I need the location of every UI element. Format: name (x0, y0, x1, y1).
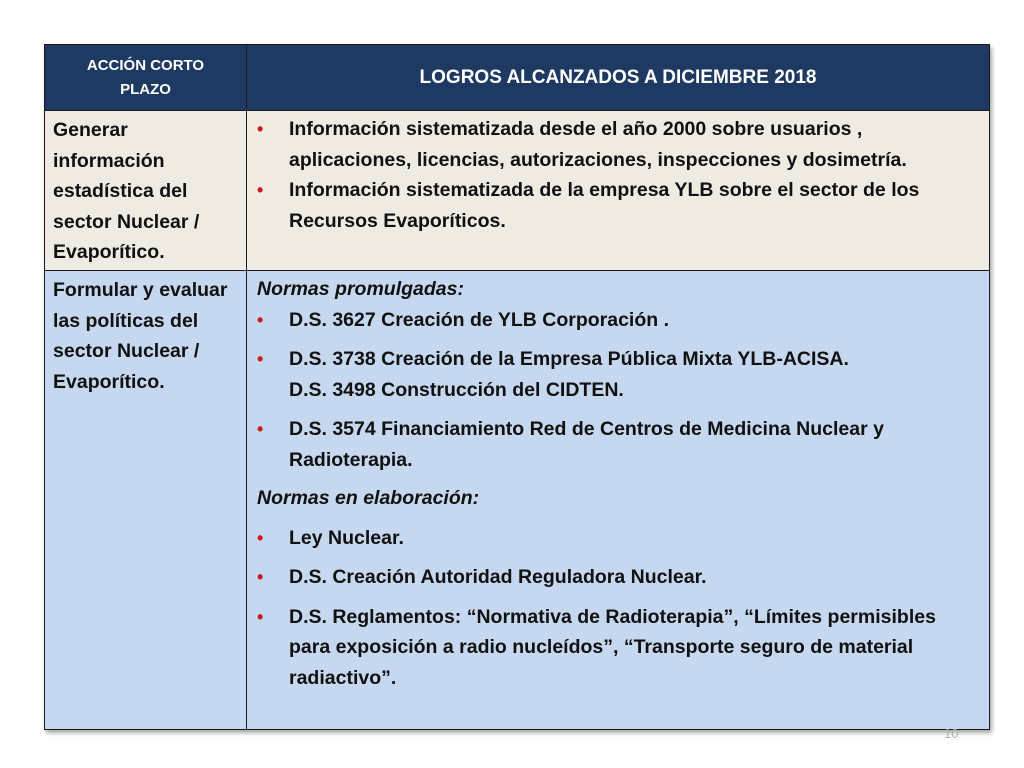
list-item (257, 414, 975, 475)
achievements-cell (247, 271, 990, 730)
action-cell: Formular y evaluar las políticas del sector Nuclear / Evaporítico. (45, 271, 247, 730)
list-item (257, 562, 975, 593)
page-number: 10 (944, 726, 959, 741)
bullet-text: D.S. Creación Autoridad Reguladora Nuclear. (289, 566, 707, 588)
list-item (257, 305, 975, 336)
bullet-text: D.S. 3738 Creación de la Empresa Pública Mixta YLB-ACISA. (289, 348, 849, 370)
list-item (257, 344, 975, 405)
header-achievements: LOGROS ALCANZADOS A DICIEMBRE 2018 (247, 45, 990, 111)
bullet-text: D.S. 3574 Financiamiento Red de Centros de Medicina Nuclear y Radioterapia. (289, 418, 884, 471)
bullet-icon: • (257, 180, 264, 200)
bullet-icon: • (257, 606, 264, 627)
achievements-cell (247, 111, 990, 271)
bullet-extra-line: D.S. 3498 Construcción del CIDTEN. (289, 378, 624, 401)
table-row (45, 111, 990, 271)
bullet-icon: • (257, 119, 264, 139)
table-row (45, 271, 990, 730)
list-item (257, 114, 975, 175)
bullet-text: Información sistematizada de la empresa YLB sobre el sector de los Recursos Evaporíticos. (289, 179, 920, 232)
bullet-icon: • (257, 309, 264, 330)
bullet-text: D.S. 3627 Creación de YLB Corporación . (289, 308, 670, 331)
list-item (257, 175, 975, 236)
bullet-text: Información sistematizada desde el año 2000 sobre usuarios , aplicaciones, licencias, autorizaciones, inspecciones y dosimetría. (289, 118, 907, 171)
bullet-icon: • (257, 419, 264, 439)
table-header-row (45, 45, 990, 111)
achievements-table (44, 44, 990, 730)
list-item (257, 523, 975, 554)
in-progress-heading: Normas en elaboración: (257, 487, 480, 509)
action-cell: Generar información estadística del sector Nuclear / Evaporítico. (45, 111, 247, 271)
promulgated-heading: Normas promulgadas: (257, 278, 464, 300)
header-action: ACCIÓN CORTO PLAZO (45, 45, 247, 111)
bullet-icon: • (257, 527, 264, 548)
bullet-icon: • (257, 567, 264, 587)
list-item (257, 602, 975, 694)
bullet-text: D.S. Reglamentos: “Normativa de Radioterapia”, “Límites permisibles para exposición a radio nucleídos”, “Transporte seguro de material radiactivo”. (289, 605, 936, 689)
bullet-icon: • (257, 349, 264, 369)
bullet-text: Ley Nuclear. (289, 526, 404, 549)
